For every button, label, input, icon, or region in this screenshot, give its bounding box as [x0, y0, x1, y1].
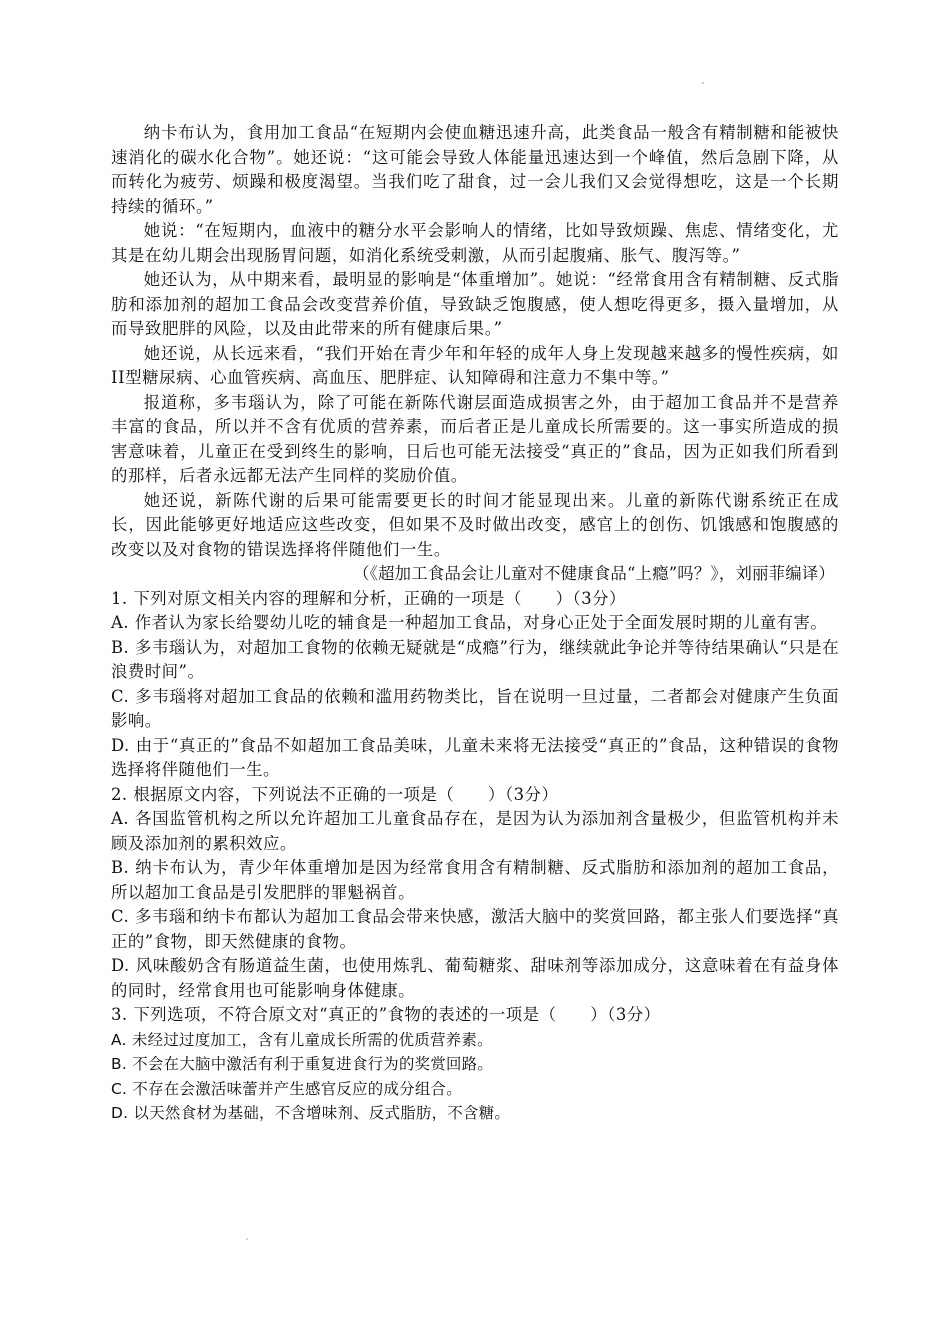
passage-paragraph: 她还认为，从中期来看，最明显的影响是“体重增加”。她说：“经常食用含有精制糖、反式脂肪和添加剂的超加工食品会改变营养价值，导致缺乏饱腹感，使人想吃得更多，摄入量增加，从而导致肥胖的风险，以及由此带来的所有健康后果。”: [111, 270, 839, 338]
passage-paragraph: 她说：“在短期内，血液中的糖分水平会影响人的情绪，比如导致烦躁、焦虑、情绪变化，尤其是在幼儿期会出现肠胃问题，如消化系统受刺激，从而引起腹痛、胀气、腹泻等。”: [111, 221, 839, 265]
option-a: A. 未经过过度加工，含有儿童成长所需的优质营养素。: [111, 1030, 493, 1049]
document-page: [111, 121, 839, 1126]
option-d: D. 由于“真正的”食品不如超加工食品美味，儿童未来将无法接受“真正的”食品，这种错误的食物选择将伴随他们一生。: [111, 735, 839, 779]
option-a: A. 各国监管机构之所以允许超加工儿童食品存在，是因为认为添加剂含量极少，但监管机构并未顾及添加剂的累积效应。: [111, 809, 839, 853]
option-b: B. 纳卡布认为，青少年体重增加是因为经常食用含有精制糖、反式脂肪和添加剂的超加工食品，所以超加工食品是引发肥胖的罪魁祸首。: [111, 858, 839, 902]
question-2: [111, 783, 839, 1004]
option-d: D. 以天然食材为基础，不含增味剂、反式脂肪，不含糖。: [111, 1104, 511, 1122]
passage-paragraph: 纳卡布认为，食用加工食品“在短期内会使血糖迅速升高，此类食品一般含有精制糖和能被快速消化的碳水化合物”。她还说：“这可能会导致人体能量迅速达到一个峰值，然后急剧下降，从而转化为疲劳、烦躁和极度渴望。当我们吃了甜食，过一会儿我们又会觉得想吃，这是一个长期持续的循环。”: [111, 123, 839, 216]
passage-paragraph: 她还说，新陈代谢的后果可能需要更长的时间才能显现出来。儿童的新陈代谢系统正在成长，因此能够更好地适应这些改变，但如果不及时做出改变，感官上的创伤、饥饿感和饱腹感的改变以及对食物的错误选择将伴随他们一生。: [111, 490, 839, 559]
option-b: B. 多韦瑙认为，对超加工食物的依赖无疑就是“成瘾”行为，继续就此争论并等待结果确认“只是在浪费时间”。: [111, 637, 839, 681]
scan-dot-mark: [702, 82, 704, 84]
scan-dot-mark: [246, 1238, 248, 1240]
option-c: C. 不存在会激活味蕾并产生感官反应的成分组合。: [111, 1079, 462, 1098]
option-c: C. 多韦瑙和纳卡布都认为超加工食品会带来快感，激活大脑中的奖赏回路，都主张人们要选择“真正的”食物，即天然健康的食物。: [111, 907, 839, 951]
option-d: D. 风味酸奶含有肠道益生菌，也使用炼乳、葡萄糖浆、甜味剂等添加成分，这意味着在有益身体的同时，经常食用也可能影响身体健康。: [111, 956, 839, 1000]
question-3: [111, 1003, 839, 1126]
option-a: A. 作者认为家长给婴幼儿吃的辅食是一种超加工食品，对身心正处于全面发展时期的儿童有害。: [111, 613, 828, 632]
passage: [111, 121, 839, 587]
question-stem: 3. 下列选项，不符合原文对“真正的”食物的表述的一项是（ ）（3分）: [111, 1005, 661, 1024]
passage-paragraph: 她还说，从长远来看，“我们开始在青少年和年轻的成年人身上发现越来越多的慢性疾病，如II型糖尿病、心血管疾病、高血压、肥胖症、认知障碍和注意力不集中等。”: [111, 343, 839, 387]
question-stem: 2. 根据原文内容，下列说法不正确的一项是（ ）（3分）: [111, 784, 559, 804]
question-1: [111, 587, 839, 783]
question-stem: 1. 下列对原文相关内容的理解和分析，正确的一项是（ ）（3分）: [111, 588, 626, 608]
passage-paragraph: 报道称，多韦瑙认为，除了可能在新陈代谢层面造成损害之外，由于超加工食品并不是营养丰富的食品，所以并不含有优质的营养素，而后者正是儿童成长所需要的。这一事实所造成的损害意味着，儿童正在受到终生的影响，日后也可能无法接受“真正的”食品，因为正如我们所看到的那样，后者永远都无法产生同样的奖励价值。: [111, 392, 839, 485]
option-c: C. 多韦瑙将对超加工食品的依赖和滥用药物类比，旨在说明一旦过量，二者都会对健康产生负面影响。: [111, 686, 839, 730]
option-b: B. 不会在大脑中激活有利于重复进食行为的奖赏回路。: [111, 1055, 494, 1073]
passage-citation: （《超加工食品会让儿童对不健康食品“上瘾”吗？》，刘丽菲编译）: [353, 564, 835, 583]
